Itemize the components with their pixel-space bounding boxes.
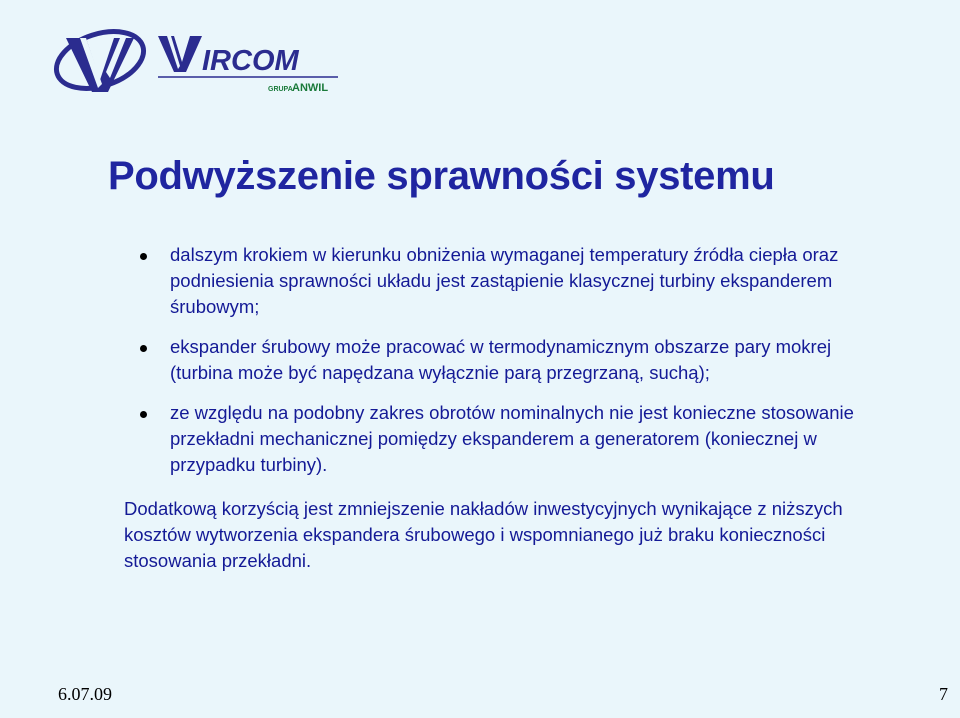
bullet-item — [140, 334, 880, 386]
footer-date: 6.07.09 — [58, 684, 112, 704]
bullet-dot-icon — [140, 411, 147, 418]
bullet-text: dalszym krokiem w kierunku obniżenia wymaganej temperatury źródła ciepła oraz podniesienia sprawności układu jest zastąpienie klasycznej turbiny ekspanderem śrubowym; — [170, 244, 839, 317]
bullet-dot-icon — [140, 253, 147, 260]
summary-paragraph: Dodatkową korzyścią jest zmniejszenie nakładów inwestycyjnych wynikające z niższych kosztów wytworzenia ekspandera śrubowego i wspomnianego już braku konieczności stosowania przekładni. — [124, 498, 843, 571]
logo-group-name: ANWIL — [292, 82, 329, 94]
logo-group-label: GRUPA — [268, 86, 293, 93]
slide-title: Podwyższenie sprawności systemu — [108, 154, 775, 198]
logo-wordmark-v — [158, 36, 202, 72]
vircom-logo — [52, 22, 342, 100]
logo-wordmark: IRCOM — [202, 45, 299, 77]
bullet-text: ze względu na podobny zakres obrotów nominalnych nie jest konieczne stosowanie przekładni mechanicznej pomiędzy ekspanderem a generatorem (koniecznej w przypadku turbiny). — [170, 402, 854, 475]
page-number: 7 — [939, 684, 948, 704]
bullet-text: ekspander śrubowy może pracować w termodynamicznym obszarze pary mokrej (turbina może być napędzana wyłącznie parą przegrzaną, suchą); — [170, 336, 832, 383]
bullet-dot-icon — [140, 345, 147, 352]
bullet-item — [140, 242, 880, 320]
bullet-list — [140, 242, 880, 492]
bullet-item — [140, 400, 880, 478]
